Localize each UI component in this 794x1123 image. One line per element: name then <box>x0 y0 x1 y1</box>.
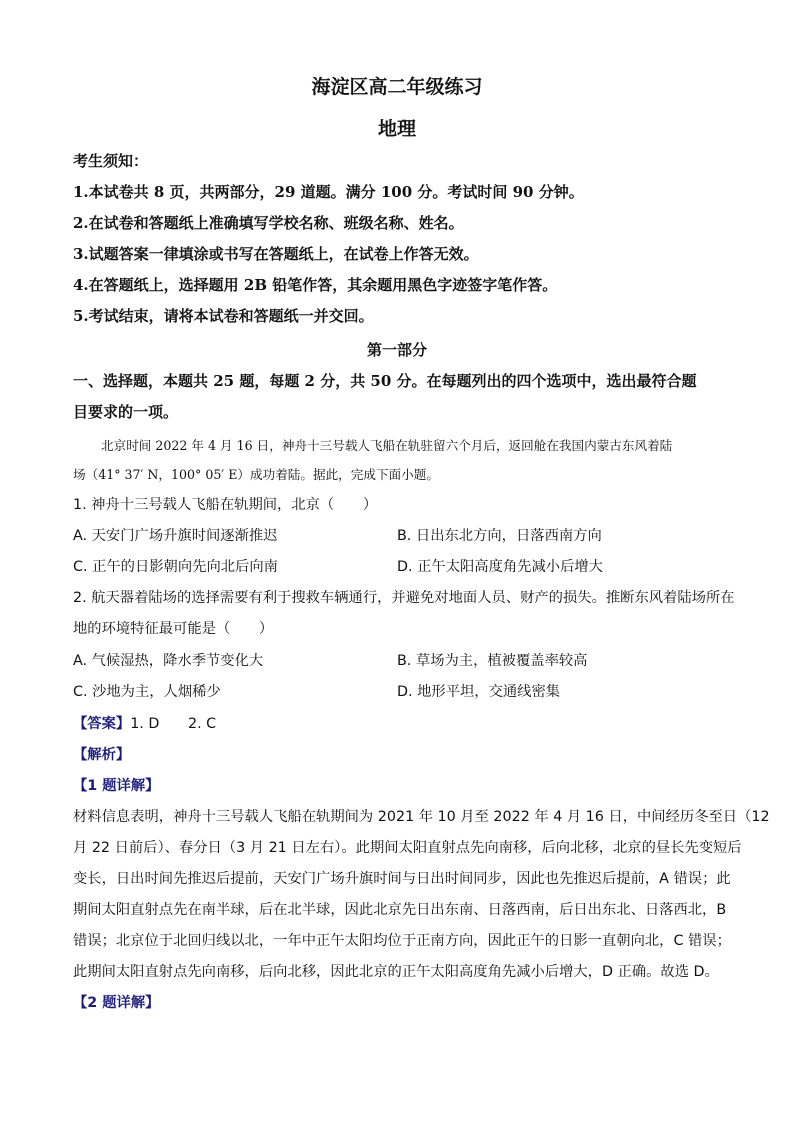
detail-tag: 【1 题详解】 <box>73 778 160 794</box>
question-stem: 地的环境特征最可能是（ ） <box>73 621 274 637</box>
material-text: 场（41° 37′ N，100° 05′ E）成功着陆。据此，完成下面小题。 <box>73 467 439 482</box>
question-option: B. 草场为主，植被覆盖率较高 <box>397 653 588 669</box>
detail-text: 变长，日出时间先推迟后提前，天安门广场升旗时间与日出时间同步，因此也先推迟后提前，A 错误；此 <box>73 871 731 887</box>
part-title: 第一部分 <box>366 341 427 359</box>
detail-text: 此期间太阳直射点先向南移，后向北移，因此北京的正午太阳高度角先减小后增大，D 正确。故选 D。 <box>73 964 719 980</box>
page-title: 海淀区高二年级练习 <box>311 76 483 98</box>
question-option: D. 正午太阳高度角先减小后增大 <box>397 559 603 575</box>
subject-title: 地理 <box>377 118 416 140</box>
material-text: 北京时间 2022 年 4 月 16 日，神舟十三号载人飞船在轨驻留六个月后，返回舱在我国内蒙古东风着陆 <box>101 438 673 453</box>
question-option: C. 沙地为主，人烟稀少 <box>73 684 221 700</box>
question-option: D. 地形平坦，交通线密集 <box>397 684 561 700</box>
answer-tag: 【答案】 <box>73 716 131 732</box>
notice-heading: 考生须知： <box>73 152 149 170</box>
section-instruction: 目要求的一项。 <box>73 403 179 421</box>
detail-tag: 【2 题详解】 <box>73 995 160 1011</box>
notice-item: 4.在答题纸上，选择题用 2B 铅笔作答，其余题用黑色字迹签字笔作答。 <box>73 276 558 294</box>
detail-text: 期间太阳直射点先在南半球，后在北半球，因此北京先日出东南、日落西南，后日出东北、日落西北，B <box>73 902 727 918</box>
answer-text: 1. D 2. C <box>130 716 217 732</box>
notice-item: 2.在试卷和答题纸上准确填写学校名称、班级名称、姓名。 <box>73 214 464 232</box>
detail-text: 错误；北京位于北回归线以北，一年中正午太阳均位于正南方向，因此正午的日影一直朝向北，C 错误； <box>73 933 731 949</box>
notice-item: 5.考试结束，请将本试卷和答题纸一并交回。 <box>73 307 374 325</box>
question-option: A. 气候湿热，降水季节变化大 <box>73 653 264 669</box>
question-option: B. 日出东北方向，日落西南方向 <box>397 528 602 544</box>
notice-item: 3.试题答案一律填涂或书写在答题纸上，在试卷上作答无效。 <box>73 245 479 263</box>
analysis-tag: 【解析】 <box>73 747 131 763</box>
detail-text: 材料信息表明，神舟十三号载人飞船在轨期间为 2021 年 10 月至 2022 年 4 月 16 日，中间经历冬至日（12 <box>73 809 770 825</box>
detail-text: 月 22 日前后）、春分日（3 月 21 日左右）。此期间太阳直射点先向南移，后向北移，北京的昼长先变短后 <box>73 840 742 856</box>
answer-line <box>73 713 216 733</box>
question-stem: 1. 神舟十三号载人飞船在轨期间，北京（ ） <box>73 497 378 513</box>
question-stem: 2. 航天器着陆场的选择需要有利于搜救车辆通行，并避免对地面人员、财产的损失。推断东风着陆场所在 <box>73 590 735 606</box>
question-option: A. 天安门广场升旗时间逐渐推迟 <box>73 528 278 544</box>
section-instruction: 一、选择题，本题共 25 题，每题 2 分，共 50 分。在每题列出的四个选项中，选出最符合题 <box>73 372 697 390</box>
notice-item: 1.本试卷共 8 页，共两部分，29 道题。满分 100 分。考试时间 90 分钟。 <box>73 183 584 201</box>
question-option: C. 正午的日影朝向先向北后向南 <box>73 559 278 575</box>
